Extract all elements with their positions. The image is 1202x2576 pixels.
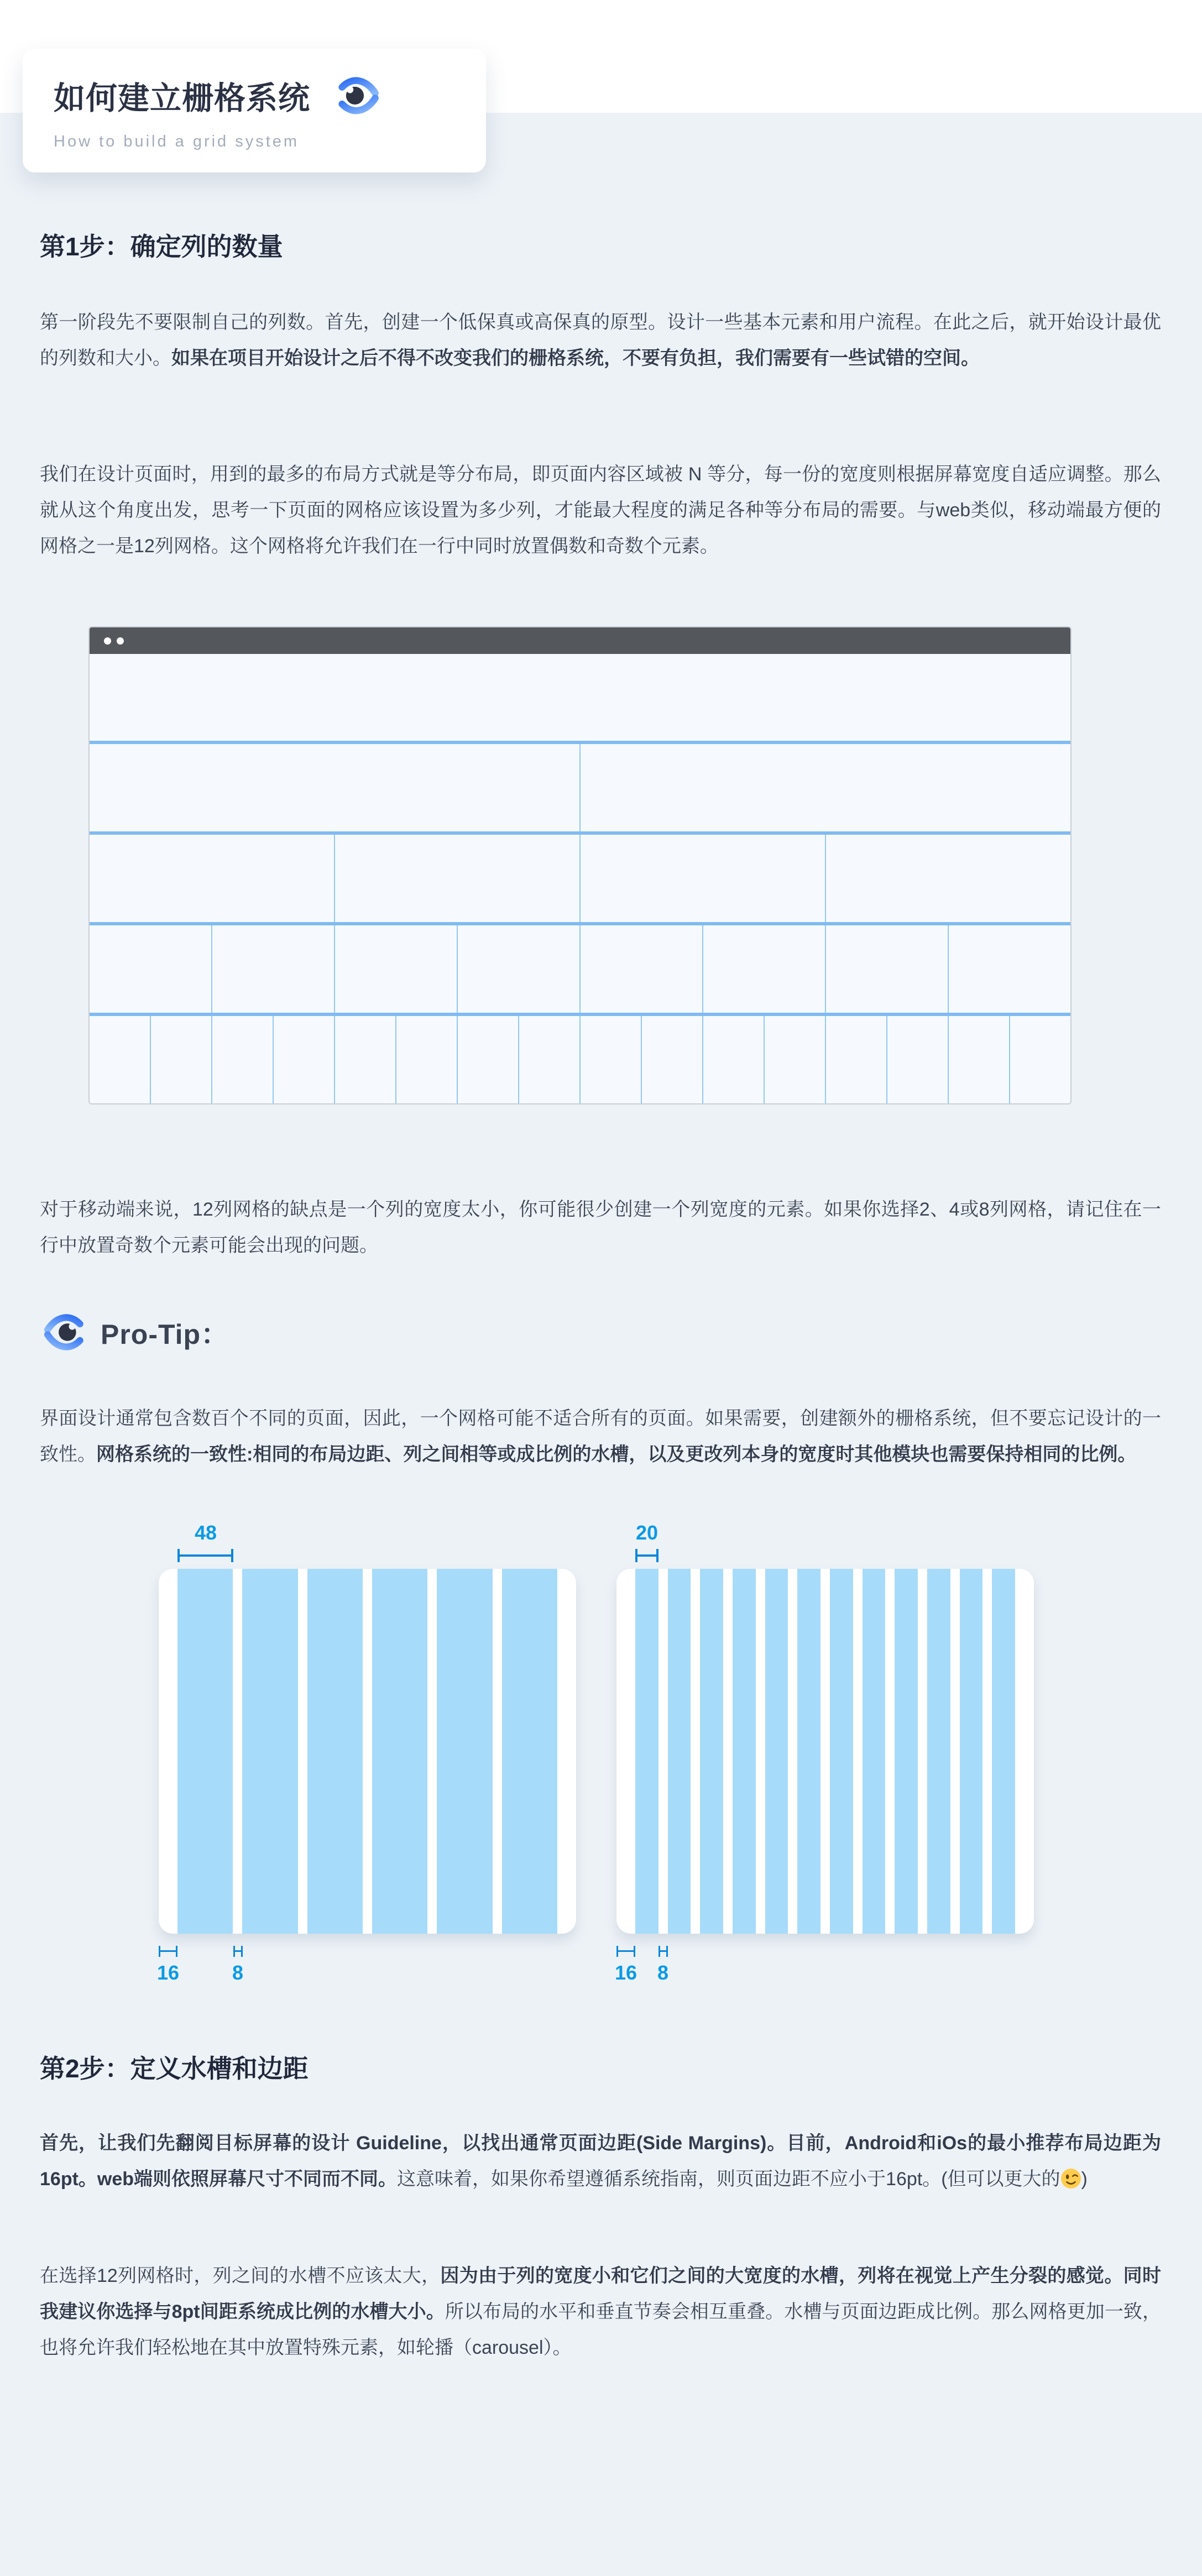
mock-grid-cell [457, 1016, 518, 1103]
mock-grid-row [90, 654, 1070, 741]
mock-grid-cell [211, 1016, 273, 1103]
paragraph-step1-intro [40, 305, 1161, 376]
grid-column [992, 1569, 1015, 1934]
mock-grid-cell [90, 925, 211, 1013]
grid-column [177, 1569, 233, 1934]
column-width-label: 20 [635, 1521, 659, 1544]
column-width-label: 48 [194, 1521, 217, 1544]
protip-title: Pro-Tip： [101, 1319, 229, 1350]
step2-heading: 第2步：定义水槽和边距 [40, 2054, 309, 2083]
grid-rows [90, 654, 1070, 1103]
grid-column [307, 1569, 363, 1934]
paragraph-gutters [40, 2258, 1161, 2366]
grid-card-12col [616, 1569, 1034, 1934]
mock-grid-cell [90, 744, 579, 831]
mock-grid-cell [825, 835, 1070, 922]
mock-grid-cell [702, 925, 825, 1013]
margin-bracket [159, 1946, 177, 1957]
mock-grid-cell [90, 835, 334, 922]
mock-grid-cell [886, 1016, 948, 1103]
mock-grid-cell [948, 925, 1070, 1013]
grid-column [733, 1569, 756, 1934]
browser-mockup [88, 626, 1072, 1104]
mock-grid-cell [579, 744, 1070, 831]
text-segment: 界面设计通常包含数百个不同的页面，因此，一个网格可能不适合所有的页面。如果需要，创建额外的栅格系统，但不要忘记设计的一致性。 [40, 1408, 1161, 1465]
window-dot-icon [117, 637, 124, 645]
mock-grid-row [90, 831, 1070, 922]
window-dot-icon [104, 637, 111, 645]
paragraph-protip [40, 1401, 1161, 1473]
text-segment: 第一阶段先不要限制自己的列数。首先，创建一个低保真或高保真的原型。设计一些基本元素和用户流程。在此之后，就开始设计最优的列数和大小。 [40, 312, 1161, 369]
grid-column [765, 1569, 788, 1934]
mock-grid-cell [579, 835, 825, 922]
mock-grid-cell [518, 1016, 579, 1103]
grid-column [830, 1569, 853, 1934]
grid-column [863, 1569, 886, 1934]
gutter-label: 8 [657, 1961, 669, 1984]
paragraph-equal-split: 我们在设计页面时，用到的最多的布局方式就是等分布局，即页面内容区域被 N 等分，每一份的宽度则根据屏幕宽度自适应调整。那么就从这个角度出发，思考一下页面的网格应该设置为多少列，才能最大程度的满足各种等分布局的需要。与web类似，移动端最方便的网格之一是12列网格。这个网格将允许我们在一行中同时放置偶数和奇数个元素。 [40, 464, 1161, 557]
mock-grid-cell [90, 654, 1070, 741]
grid-column [927, 1569, 950, 1934]
grid-column [437, 1569, 492, 1934]
mock-grid-cell [395, 1016, 457, 1103]
header-card [23, 49, 486, 172]
margin-label: 16 [614, 1961, 637, 1984]
grid-column [960, 1569, 983, 1934]
grid-column [502, 1569, 557, 1934]
mock-grid-cell [334, 1016, 395, 1103]
text-segment-bold: 如果在项目开始设计之后不得不改变我们的栅格系统，不要有负担，我们需要有一些试错的空间。 [171, 348, 980, 369]
text-segment: ) [1081, 2169, 1088, 2190]
mock-grid-cell [273, 1016, 334, 1103]
column-width-bracket [177, 1549, 233, 1562]
mock-grid-cell [825, 1016, 886, 1103]
grid-column [700, 1569, 723, 1934]
step1-heading: 第1步：确定列的数量 [40, 232, 283, 261]
gutter-label: 8 [232, 1961, 244, 1984]
page-subtitle: How to build a grid system [54, 133, 300, 150]
grid-column [635, 1569, 659, 1934]
grid-column [895, 1569, 918, 1934]
mock-grid-row [90, 922, 1070, 1013]
paragraph-12col-drawback: 对于移动端来说，12列网格的缺点是一个列的宽度太小，你可能很少创建一个列宽度的元素。如果你选择2、4或8列网格，请记住在一行中放置奇数个元素可能会出现的问题。 [40, 1199, 1161, 1256]
text-segment-bold: 因为由于列的宽度小和它们之间的大宽度的水槽，列将在视觉上产生分裂的感觉。同时我建议你选择与8pt间距系统成比例的水槽大小。 [40, 2265, 1161, 2322]
text-segment: 所以布局的水平和垂直节奏会相互重叠。水槽与页面边距成比例。那么网格更加一致，也将允许我们轻松地在其中放置特殊元素，如轮播（carousel）。 [40, 2301, 1161, 2358]
eye-logo-icon [336, 72, 383, 119]
mock-grid-cell [764, 1016, 825, 1103]
eye-logo-icon [40, 1309, 86, 1355]
mock-grid-cell [334, 925, 457, 1013]
mock-grid-cell [641, 1016, 702, 1103]
column-width-bracket [635, 1549, 659, 1562]
title-row [54, 72, 456, 119]
text-segment-bold: 首先，让我们先翻阅目标屏幕的设计 Guideline，以找出通常页面边距(Side Margins)。目前，Android和iOs的最小推荐布局边距为16pt。web端则依照屏幕尺寸不同而不同。 [40, 2133, 1161, 2190]
grid-column [372, 1569, 427, 1934]
mock-grid-cell [150, 1016, 211, 1103]
mock-grid-row [90, 1013, 1070, 1103]
text-segment-bold: 网格系统的一致性:相同的布局边距、列之间相等或成比例的水槽，以及更改列本身的宽度时其他模块也需要保持相同的比例。 [96, 1444, 1137, 1465]
mock-grid-cell [825, 925, 948, 1013]
mock-grid-cell [579, 925, 702, 1013]
grid-column [668, 1569, 691, 1934]
text-segment: 在选择12列网格时，列之间的水槽不应该太大， [40, 2265, 441, 2286]
protip-heading-row [40, 1309, 1161, 1355]
mock-grid-cell [579, 1016, 641, 1103]
mock-grid-cell [90, 1016, 150, 1103]
gutter-bracket [233, 1946, 243, 1957]
text-segment: 这意味着，如果你希望遵循系统指南，则页面边距不应小于16pt。(但可以更大的 [397, 2169, 1060, 2190]
mock-grid-cell [334, 835, 579, 922]
gutter-bracket [659, 1946, 668, 1957]
mock-grid-cell [1009, 1016, 1070, 1103]
mock-grid-row [90, 741, 1070, 831]
grid-card-6col [159, 1569, 576, 1934]
mock-grid-cell [211, 925, 334, 1013]
margin-label: 16 [156, 1961, 180, 1984]
paragraph-margins [40, 2125, 1161, 2197]
grid-column [242, 1569, 297, 1934]
mock-grid-cell [948, 1016, 1009, 1103]
browser-titlebar [90, 627, 1070, 654]
mock-grid-cell [457, 925, 579, 1013]
page-title: 如何建立栅格系统 [54, 81, 310, 116]
gutter-margin-figure [40, 1521, 1161, 1985]
wink-emoji-icon [1060, 2168, 1081, 2189]
mock-grid-cell [702, 1016, 764, 1103]
grid-column [797, 1569, 821, 1934]
margin-bracket [616, 1946, 635, 1957]
